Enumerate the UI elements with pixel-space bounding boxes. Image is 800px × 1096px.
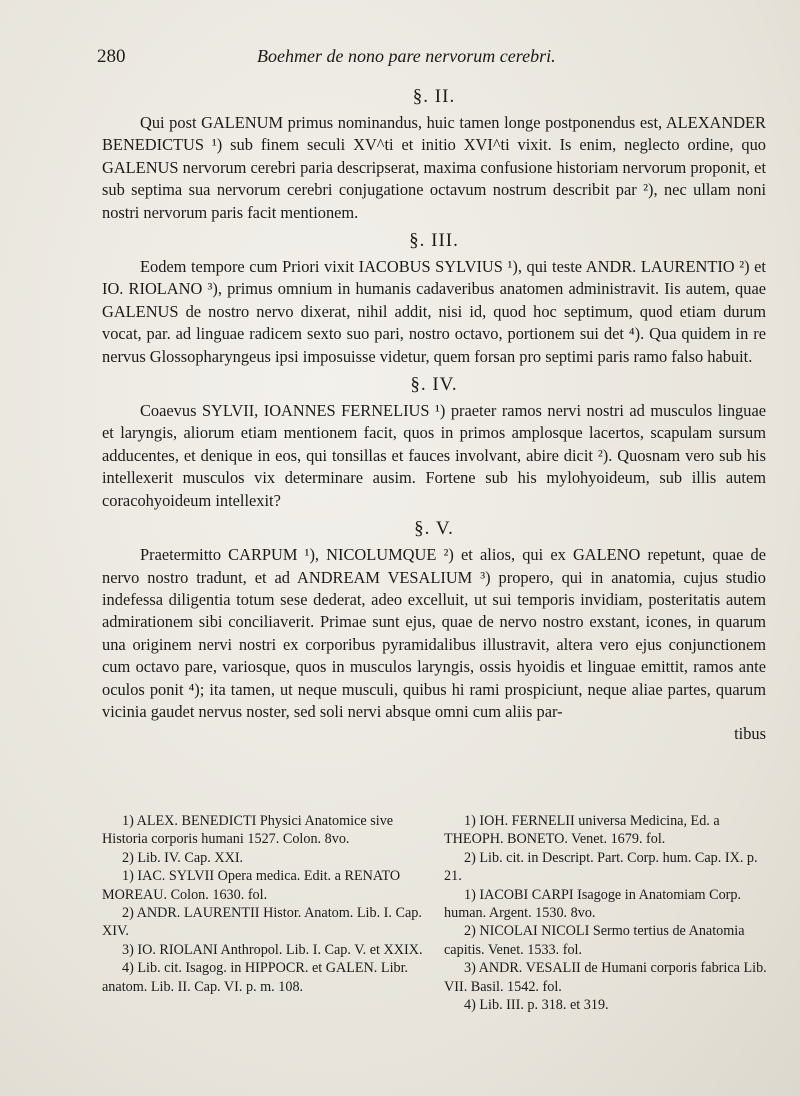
section-paragraph: Qui post GALENUM primus nominandus, huic tamen longe postponendus est, ALEXANDER BENEDICTUS ¹) sub finem seculi XV^ti et initio XVI^ti vixit. Is enim, neglecto ordine, quo GALENUS nervorum cerebri paria descripserat, maxima confusione historiam nervorum proponit, et sub septima sua nervorum cerebri conjugatione octavum nostrum describit par ²), nec ullam noni nostri nervorum paris facit mentionem. bbox=[102, 113, 766, 222]
footnote: 2) NICOLAI NICOLI Sermo tertius de Anatomia capitis. Venet. 1533. fol. bbox=[444, 923, 745, 958]
section-heading: §. IV. bbox=[410, 374, 458, 396]
footnotes-right-column bbox=[444, 812, 768, 1014]
footnotes bbox=[102, 812, 768, 1014]
section-paragraph: Coaevus SYLVII, IOANNES FERNELIUS ¹) praeter ramos nervi nostri ad musculos linguae et laryngis, aliorum etiam mentionem facit, quos in primos amplosque lacertos, scapulam sursum adducentes, et denique in eos, qui tonsillas et fauces involvant, abire dicit ²). Quosnam vero sub his intellexerit musculos vix determinare ausim. Fortene sub his mylohyoideum, sub illis autem coracohyoideum intellexit? bbox=[102, 401, 766, 510]
footnote: 1) IOH. FERNELII universa Medicina, Ed. a THEOPH. BONETO. Venet. 1679. fol. bbox=[444, 813, 720, 848]
footnote: 3) IO. RIOLANI Anthropol. Lib. I. Cap. V. et XXIX. bbox=[122, 941, 423, 958]
footnotes-left-column bbox=[102, 812, 426, 1014]
section-heading: §. V. bbox=[414, 518, 454, 540]
footnote: 4) Lib. cit. Isagog. in HIPPOCR. et GALEN. Libr. anatom. Lib. II. Cap. VI. p. m. 108. bbox=[102, 960, 409, 995]
footnote: 4) Lib. III. p. 318. et 319. bbox=[464, 997, 609, 1014]
footnote: 2) Lib. cit. in Descript. Part. Corp. hum. Cap. IX. p. 21. bbox=[444, 849, 758, 885]
section-paragraph: Praetermitto CARPUM ¹), NICOLUMQUE ²) et alios, qui ex GALENO repetunt, quae de nervo nostro tradunt, et ad ANDREAM VESALIUM ³) propero, qui in anatomia, cujus studio indefessa diligentia totum sese dederat, adeo excelluit, ut sui temporis invidiam, posteritatis autem admirationem sibi conciliaverit. Primae sunt ejus, quae de nervo nostro exstant, icones, in quarum una originem nervi nostri ex corporibus pyramidalibus illustravit, altera vero ejus conjunctionem cum octavo pare, variosque, quos in musculos laryngis, ossis hyoidis et linguae emittit, ramos ante oculos ponit ⁴); ita tamen, ut neque musculi, quibus hi rami prospiciunt, neque aliae partes, quarum vicinia gaudet nervus noster, sed soli nervi absque omni cum aliis par- bbox=[102, 545, 766, 721]
footnote: 1) IAC. SYLVII Opera medica. Edit. a RENATO MOREAU. Colon. 1630. fol. bbox=[102, 868, 401, 903]
footnote: 2) ANDR. LAURENTII Histor. Anatom. Lib. I. Cap. XIV. bbox=[102, 905, 422, 940]
section-heading: §. III. bbox=[409, 230, 459, 252]
main-text bbox=[102, 80, 766, 745]
catchword: tibus bbox=[734, 724, 766, 744]
footnote: 2) Lib. IV. Cap. XXI. bbox=[122, 849, 244, 866]
footnote: 3) ANDR. VESALII de Humani corporis fabrica Lib. VII. Basil. 1542. fol. bbox=[444, 960, 767, 995]
footnote: 1) IACOBI CARPI Isagoge in Anatomiam Corp. human. Argent. 1530. 8vo. bbox=[444, 886, 742, 922]
footnote: 1) ALEX. BENEDICTI Physici Anatomice sive Historia corporis humani 1527. Colon. 8vo. bbox=[102, 813, 394, 848]
running-title: Boehmer de nono pare nervorum cerebri. bbox=[257, 46, 556, 66]
page-header bbox=[97, 46, 767, 72]
page-number: 280 bbox=[97, 46, 126, 67]
section-heading: §. II. bbox=[412, 86, 456, 107]
section-paragraph: Eodem tempore cum Priori vixit IACOBUS SYLVIUS ¹), qui teste ANDR. LAURENTIO ²) et IO. RIOLANO ³), primus omnium in humanis cadaveribus anatomen administravit. Iis autem, quae GALENUS de nostro nervo dixerat, nihil addit, nisi id, quod hoc septimum, quod etiam durum vocat, par. ad linguae radicem sexto suo pari, nostro octavo, portionem sui det ⁴). Qua quidem in re nervus Glossopharyngeus ipsi imposuisse videtur, quem forsan pro septimi paris ramo falso habuit. bbox=[102, 257, 766, 366]
